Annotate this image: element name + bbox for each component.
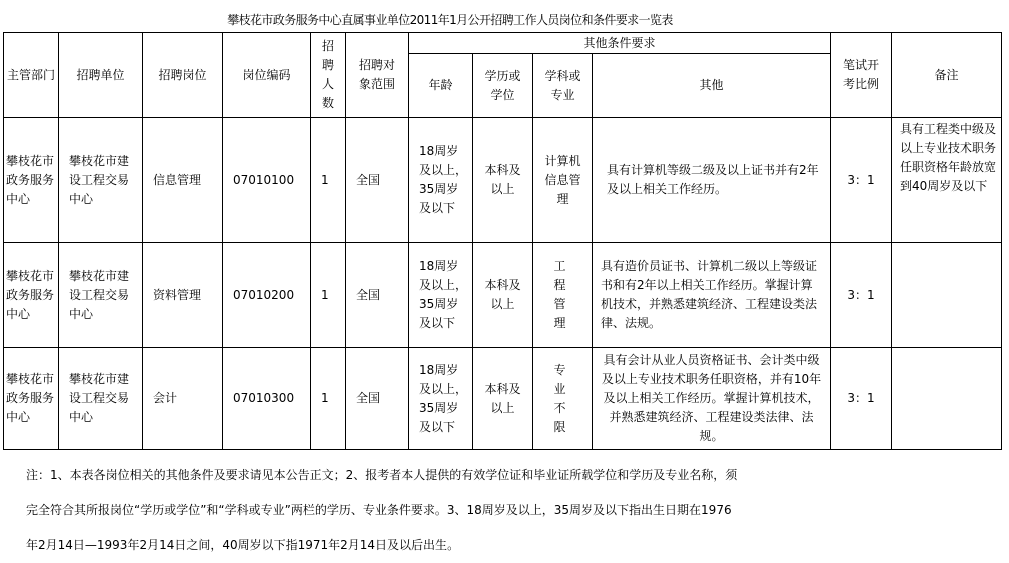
- table-row: [4, 243, 1002, 348]
- header-ratio: 笔试开考比例: [831, 33, 892, 118]
- cell-dept: 攀枝花市政务服务中心: [4, 118, 59, 243]
- header-dept: 主管部门: [4, 33, 59, 118]
- page-title: 攀枝花市政务服务中心直属事业单位2011年1月公开招聘工作人员岗位和条件要求一览表: [227, 13, 673, 27]
- cell-major: 专业不限: [533, 348, 593, 450]
- cell-post: 信息管理: [143, 118, 223, 243]
- cell-post: 会计: [143, 348, 223, 450]
- cell-ratio: 3：1: [831, 348, 892, 450]
- cell-age: 18周岁及以上，35周岁及以下: [409, 348, 473, 450]
- cell-scope: 全国: [346, 348, 409, 450]
- header-unit: 招聘单位: [59, 33, 143, 118]
- cell-code: 07010100: [223, 118, 311, 243]
- cell-misc: 具有造价员证书、计算机二级以上等级证书和有2年以上相关工作经历。掌握计算机技术，并熟悉建筑经济、工程建设类法律、法规。: [593, 243, 831, 348]
- cell-num: 1: [311, 243, 346, 348]
- header-edu: 学历或学位: [473, 54, 533, 118]
- positions-table: [3, 32, 1002, 450]
- header-scope: 招聘对象范围: [346, 33, 409, 118]
- notes: [26, 458, 886, 563]
- table-row: [4, 348, 1002, 450]
- cell-dept: 攀枝花市政务服务中心: [4, 243, 59, 348]
- cell-major: 计算机信息管理: [533, 118, 593, 243]
- cell-scope: 全国: [346, 118, 409, 243]
- cell-code: 07010300: [223, 348, 311, 450]
- cell-unit: 攀枝花市建设工程交易中心: [59, 118, 143, 243]
- cell-remark: [892, 243, 1002, 348]
- header-major: 学科或专业: [533, 54, 593, 118]
- cell-edu: 本科及以上: [473, 118, 533, 243]
- cell-misc: 具有会计从业人员资格证书、会计类中级及以上专业技术职务任职资格，并有10年及以上相关工作经历。掌握计算机技术，并熟悉建筑经济、工程建设类法律、法规。: [593, 348, 831, 450]
- header-age: 年龄: [409, 54, 473, 118]
- cell-code: 07010200: [223, 243, 311, 348]
- note-line: 完全符合其所报岗位“学历或学位”和“学科或专业”两栏的学历、专业条件要求。3、18周岁及以上，35周岁及以下指出生日期在1976: [26, 503, 732, 517]
- cell-post: 资料管理: [143, 243, 223, 348]
- table-row: [4, 118, 1002, 243]
- cell-age: 18周岁及以上，35周岁及以下: [409, 243, 473, 348]
- cell-scope: 全国: [346, 243, 409, 348]
- cell-num: 1: [311, 348, 346, 450]
- header-post: 招聘岗位: [143, 33, 223, 118]
- cell-major: 工程管理: [533, 243, 593, 348]
- header-code: 岗位编码: [223, 33, 311, 118]
- cell-ratio: 3：1: [831, 118, 892, 243]
- header-other: 其他条件要求: [409, 33, 831, 54]
- cell-unit: 攀枝花市建设工程交易中心: [59, 348, 143, 450]
- cell-remark: [892, 348, 1002, 450]
- header-misc: 其他: [593, 54, 831, 118]
- cell-num: 1: [311, 118, 346, 243]
- cell-edu: 本科及以上: [473, 348, 533, 450]
- header-remark: 备注: [892, 33, 1002, 118]
- cell-edu: 本科及以上: [473, 243, 533, 348]
- note-line: 年2月14日—1993年2月14日之间，40周岁以下指1971年2月14日及以后出生。: [26, 538, 460, 552]
- cell-dept: 攀枝花市政务服务中心: [4, 348, 59, 450]
- cell-ratio: 3：1: [831, 243, 892, 348]
- cell-misc: 具有计算机等级二级及以上证书并有2年及以上相关工作经历。: [593, 118, 831, 243]
- cell-remark: 具有工程类中级及以上专业技术职务任职资格年龄放宽到40周岁及以下: [892, 118, 1002, 243]
- header-num: 招聘人数: [311, 33, 346, 118]
- cell-unit: 攀枝花市建设工程交易中心: [59, 243, 143, 348]
- note-line: 注：1、本表各岗位相关的其他条件及要求请见本公告正文；2、报考者本人提供的有效学位证和毕业证所载学位和学历及专业名称，须: [26, 468, 738, 482]
- cell-age: 18周岁及以上，35周岁及以下: [409, 118, 473, 243]
